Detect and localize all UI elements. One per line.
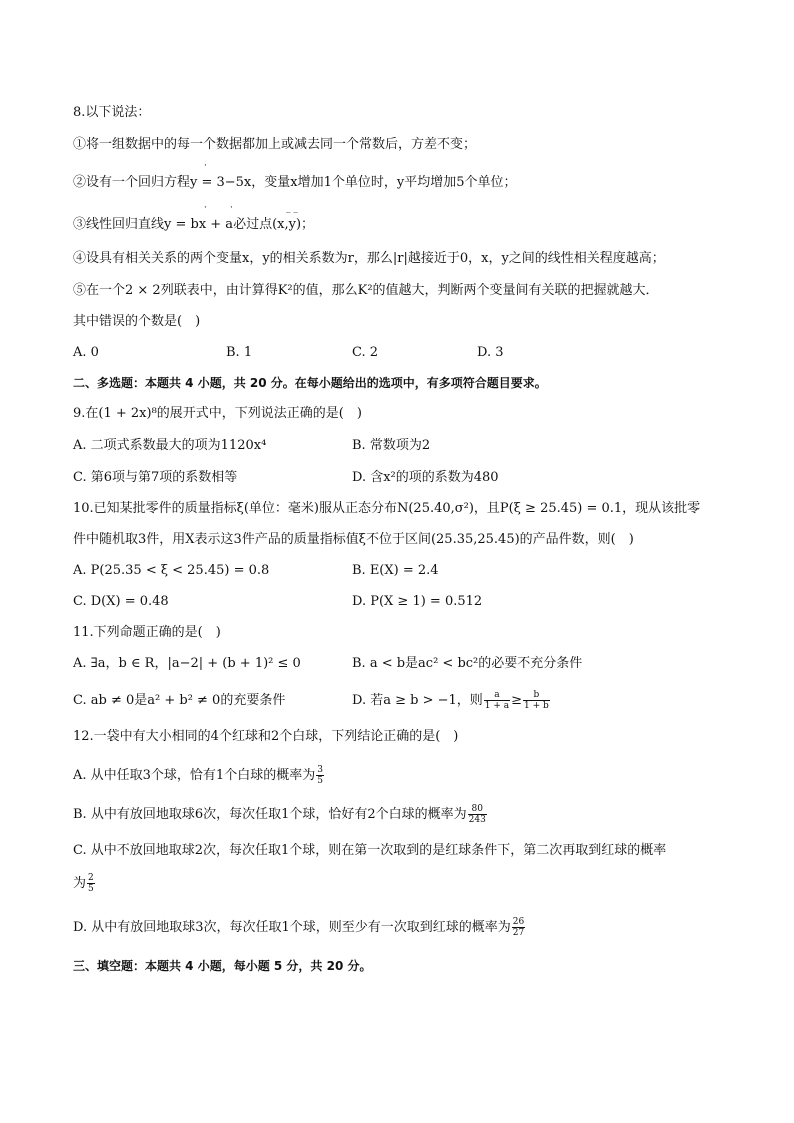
q12-option-d-text: D. 从中有放回地取球3次，每次任取1个球，则至少有一次取到红球的概率为 xyxy=(73,920,511,935)
fraction xyxy=(87,873,95,894)
q8-item-3: ③线性回归直线y = bx + a必过点(x,y)； xyxy=(73,217,315,232)
q10-stem-line-1: 10.已知某批零件的质量指标ξ(单位：毫米)服从正态分布N(25.40,σ²)，且P(ξ ≥ 25.45) = 0.1，现从该批零 xyxy=(73,501,701,516)
fraction xyxy=(523,690,550,711)
section-2-heading: 二、多选题：本题共 4 小题，共 20 分。在每小题给出的选项中，有多项符合题目要求。 xyxy=(73,376,547,390)
fraction-numerator: 2 xyxy=(88,873,94,883)
fraction-denominator: 1 + a xyxy=(484,701,510,711)
hat-mark: · xyxy=(230,203,233,213)
q10-stem-line-2: 件中随机取3件，用X表示这3件产品的质量指标值ξ不位于区间(25.35,25.45)的产品件数，则( ) xyxy=(73,532,634,547)
q8-item-5: ⑤在一个2 × 2列联表中，由计算得K²的值，那么K²的值越大，判断两个变量间有关联的把握就越大． xyxy=(73,283,659,298)
fraction-denominator: 243 xyxy=(468,815,486,825)
fraction-numerator: a xyxy=(484,690,510,701)
fraction-denominator: 5 xyxy=(317,776,323,786)
fraction xyxy=(468,804,487,825)
q11-option-d xyxy=(352,687,551,715)
q10-option-a: A. P(25.35 < ξ < 25.45) = 0.8 xyxy=(73,563,270,578)
q10-option-b: B. E(X) = 2.4 xyxy=(352,563,439,578)
fraction-denominator: 5 xyxy=(88,884,94,894)
fraction-denominator: 27 xyxy=(512,928,525,938)
hat-mark: · xyxy=(204,203,207,213)
q8-option-b: B. 1 xyxy=(226,345,253,360)
q9-option-c: C. 第6项与第7项的系数相等 xyxy=(73,470,238,485)
fraction xyxy=(316,765,324,786)
q8-stem: 8.以下说法： xyxy=(73,105,151,120)
q9-stem: 9.在(1 + 2x)⁸的展开式中，下列说法正确的是( ) xyxy=(73,406,362,421)
q9-option-d: D. 含x²的项的系数为480 xyxy=(352,470,499,485)
ge-symbol: ≥ xyxy=(511,693,523,708)
q10-option-d: D. P(X ≥ 1) = 0.512 xyxy=(352,594,483,609)
q12-option-a xyxy=(73,762,325,790)
q8-question: 其中错误的个数是( ) xyxy=(73,314,201,329)
q12-option-a-text: A. 从中任取3个球，恰有1个白球的概率为 xyxy=(73,768,316,783)
q8-item-1: ①将一组数据中的每一个数据都加上或减去同一个常数后，方差不变； xyxy=(73,137,477,152)
section-3-heading: 三、填空题：本题共 4 小题，每小题 5 分，共 20 分。 xyxy=(73,959,372,973)
q12-option-b xyxy=(73,801,488,829)
q12-option-c-line-1: C. 从中不放回地取球2次，每次任取1个球，则在第一次取到的是红球条件下，第二次再取到红球的概率 xyxy=(73,843,667,858)
fraction-denominator: 1 + b xyxy=(524,701,549,711)
q11-option-c: C. ab ≠ 0是a² + b² ≠ 0的充要条件 xyxy=(73,693,286,708)
q10-option-c: C. D(X) = 0.48 xyxy=(73,594,169,609)
q12-stem: 12.一袋中有大小相同的4个红球和2个白球，下列结论正确的是( ) xyxy=(73,729,459,744)
hat-mark: · xyxy=(204,161,207,171)
q11-option-a: A. ∃a，b ∈ R，|a−2| + (b + 1)² ≤ 0 xyxy=(73,656,301,671)
q11-option-d-text: D. 若a ≥ b > −1，则 xyxy=(352,693,483,708)
q8-option-c: C. 2 xyxy=(352,345,379,360)
fraction xyxy=(512,917,525,938)
q11-stem: 11.下列命题正确的是( ) xyxy=(73,625,221,640)
q9-option-b: B. 常数项为2 xyxy=(352,438,431,453)
q12-option-b-text: B. 从中有放回地取球6次，每次任取1个球，恰好有2个白球的概率为 xyxy=(73,807,467,822)
overline-mark: _ _ xyxy=(286,203,298,213)
q8-option-d: D. 3 xyxy=(477,345,504,360)
fraction-numerator: 26 xyxy=(512,917,525,927)
fraction-numerator: 80 xyxy=(468,804,487,815)
q11-option-b: B. a < b是ac² < bc²的必要不充分条件 xyxy=(352,656,583,671)
q12-option-c-line-2 xyxy=(73,870,96,898)
q8-item-2: ②设有一个回归方程y = 3−5x，变量x增加1个单位时，y平均增加5个单位； xyxy=(73,175,517,190)
fraction xyxy=(484,690,510,711)
q12-option-c-text: 为 xyxy=(73,876,87,891)
fraction-numerator: b xyxy=(523,690,550,701)
fraction-numerator: 3 xyxy=(317,765,323,775)
q12-option-d xyxy=(73,914,526,942)
q8-option-a: A. 0 xyxy=(73,345,99,360)
q8-item-4: ④设具有相关关系的两个变量x，y的相关系数为r，那么|r|越接近于0，x，y之间的线性相关程度越高； xyxy=(73,251,665,266)
q9-option-a: A. 二项式系数最大的项为1120x⁴ xyxy=(73,438,267,453)
